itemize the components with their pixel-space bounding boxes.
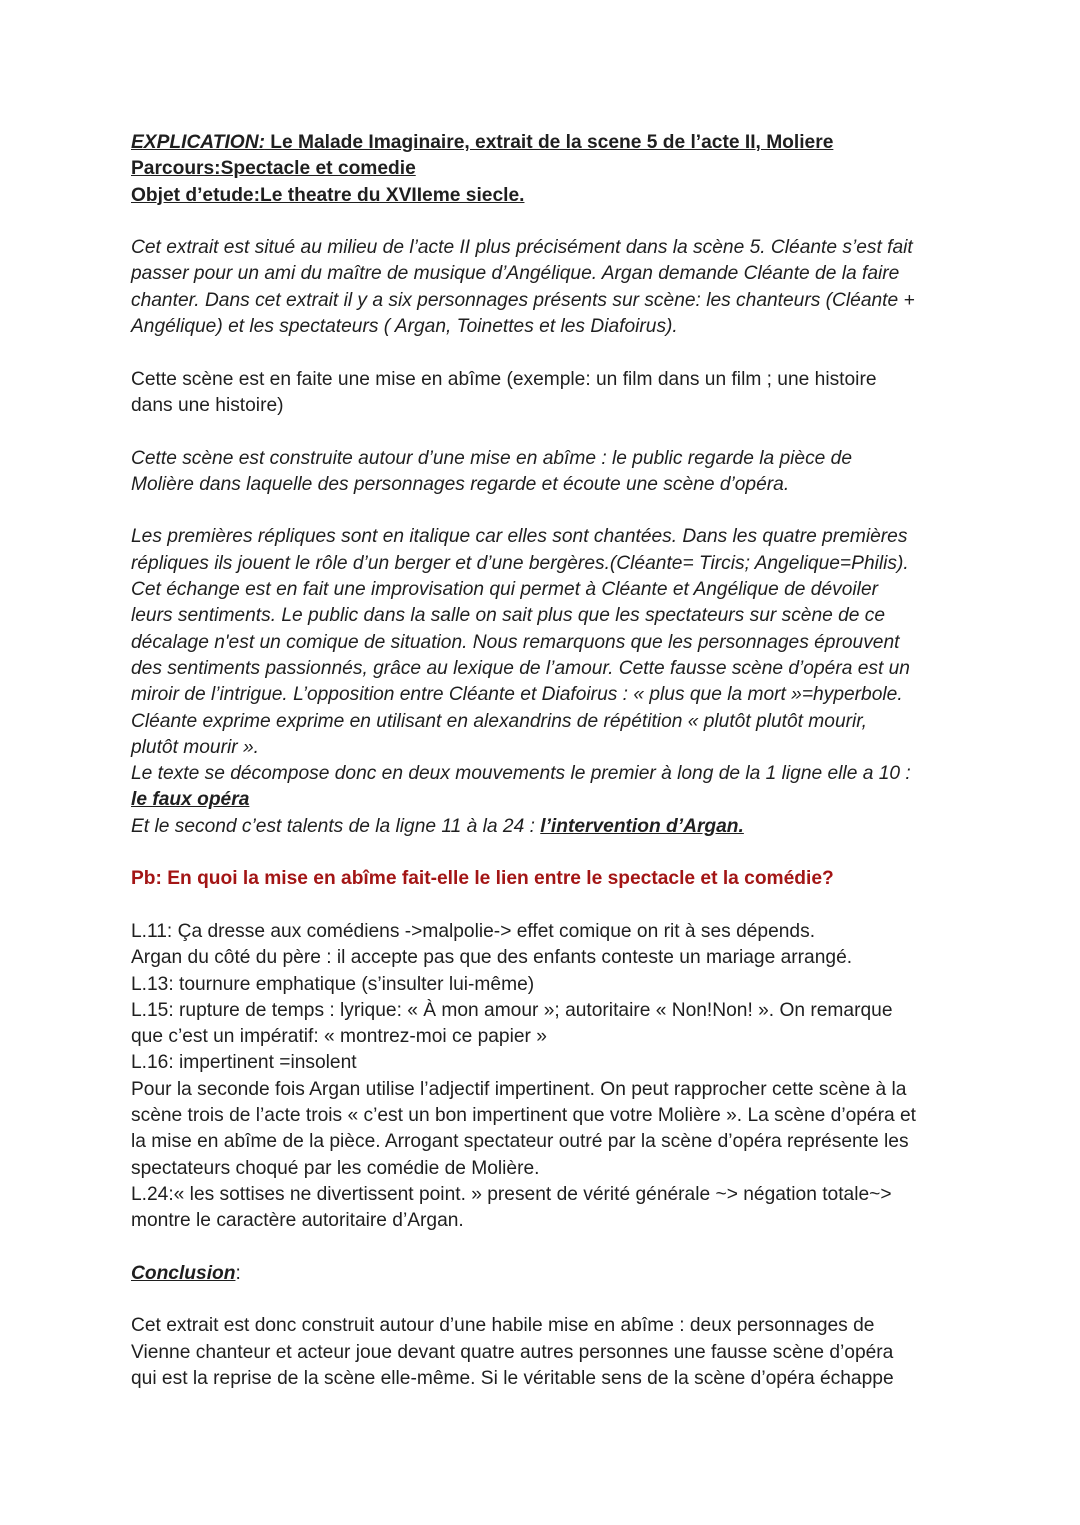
- text-line: Cet échange est en fait une improvisation qui permet à Cléante et Angélique de dévoiler: [131, 579, 879, 601]
- text-line: Le texte se décompose donc en deux mouvements le premier à long de la 1 ligne elle a 10 :: [131, 763, 911, 785]
- text-line: Molière dans laquelle des personnages regarde et écoute une scène d’opéra.: [131, 473, 790, 495]
- text-line: Cette scène est en faite une mise en abîme (exemple: un film dans un film ; une histoire: [131, 368, 877, 390]
- title-label: EXPLICATION:: [131, 132, 265, 153]
- document-header: [131, 130, 961, 209]
- text-line: Vienne chanteur et acteur joue devant quatre autres personnes une fausse scène d’opéra: [131, 1341, 894, 1363]
- text-line: Cet extrait est situé au milieu de l’acte II plus précisément dans la scène 5. Cléante s’est fait: [131, 237, 913, 259]
- notes-paragraph: [131, 919, 961, 1235]
- mouvement-two-prefix: Et le second c’est talents de la ligne 11 à la 24 :: [131, 815, 541, 837]
- text-line: plutôt mourir ».: [131, 736, 259, 758]
- text-line: Angélique) et les spectateurs ( Argan, Toinettes et les Diafoirus).: [131, 316, 678, 338]
- text-line: L.24:« les sottises ne divertissent point. » present de vérité générale ~> négation totale~>: [131, 1183, 892, 1205]
- construction-paragraph: [131, 446, 961, 499]
- text-line: Argan du côté du père : il accepte pas que des enfants conteste un mariage arrangé.: [131, 947, 853, 969]
- text-line: des sentiments passionnés, grâce au lexique de l’amour. Cette fausse scène d’opéra est un: [131, 657, 910, 679]
- objet-etude-line: Objet d’etude:Le theatre du XVIIeme siecle.: [131, 184, 525, 206]
- text-line: L.16: impertinent =insolent: [131, 1052, 357, 1074]
- text-line: Cet extrait est donc construit autour d’une habile mise en abîme : deux personnages de: [131, 1315, 875, 1337]
- text-line: leurs sentiments. Le public dans la salle on sait plus que les spectateurs sur scène de ce: [131, 605, 886, 627]
- text-line: chanter. Dans cet extrait il y a six personnages présents sur scène: les chanteurs (Cléante +: [131, 289, 915, 311]
- text-line: dans une histoire): [131, 394, 284, 416]
- document-title: [131, 130, 961, 156]
- intro-paragraph: [131, 235, 961, 340]
- text-line: passer pour un ami du maître de musique d’Angélique. Argan demande Cléante de la faire: [131, 263, 900, 285]
- mouvement-two-title: l’intervention d’Argan.: [540, 815, 744, 837]
- text-line: L.15: rupture de temps : lyrique: « À mon amour »; autoritaire « Non!Non! ». On remarque: [131, 999, 893, 1021]
- text-line: L.13: tournure emphatique (s’insulter lui-même): [131, 973, 535, 995]
- analyse-paragraph: [131, 524, 961, 840]
- conclusion-colon: :: [235, 1262, 241, 1284]
- text-line: scène trois de l’acte trois « c’est un bon impertinent que votre Molière ». La scène d’opéra et: [131, 1104, 916, 1126]
- text-line: miroir de l’intrigue. L’opposition entre Cléante et Diafoirus : « plus que la mort »=hyperbole.: [131, 684, 903, 706]
- parcours-line: Parcours:Spectacle et comedie: [131, 158, 416, 180]
- text-line: répliques ils jouent le rôle d’un berger et d’une bergères.(Cléante= Tircis; Angelique=Philis).: [131, 552, 909, 574]
- conclusion-paragraph: [131, 1313, 961, 1392]
- title-text: Le Malade Imaginaire, extrait de la scene 5 de l’acte II, Moliere: [264, 132, 834, 153]
- document-page: [131, 130, 961, 1392]
- text-line: que c’est un impératif: « montrez-moi ce papier »: [131, 1026, 547, 1048]
- text-line: la mise en abîme de la pièce. Arrogant spectateur outré par la scène d’opéra représente les: [131, 1131, 909, 1153]
- conclusion-heading: [131, 1261, 961, 1287]
- text-line: décalage n'est un comique de situation. Nous remarquons que les personnages éprouvent: [131, 631, 900, 653]
- text-line: spectateurs choqué par les comédie de Molière.: [131, 1157, 540, 1179]
- conclusion-heading-text: Conclusion: [131, 1262, 236, 1284]
- problematique: Pb: En quoi la mise en abîme fait-elle le lien entre le spectacle et la comédie?: [131, 868, 834, 890]
- text-line: Les premières répliques sont en italique car elles sont chantées. Dans les quatre premières: [131, 526, 908, 548]
- text-line: Cléante exprime exprime en utilisant en alexandrins de répétition « plutôt plutôt mourir,: [131, 710, 867, 732]
- mouvement-two-line: [131, 814, 961, 840]
- mouvement-one-title: le faux opéra: [131, 789, 250, 811]
- text-line: montre le caractère autoritaire d’Argan.: [131, 1210, 464, 1232]
- mise-en-abime-paragraph: [131, 367, 961, 420]
- text-line: Pour la seconde fois Argan utilise l’adjectif impertinent. On peut rapprocher cette scène à la: [131, 1078, 907, 1100]
- text-line: L.11: Ça dresse aux comédiens ->malpolie-> effet comique on rit à ses dépends.: [131, 920, 816, 942]
- text-line: qui est la reprise de la scène elle-même. Si le véritable sens de la scène d’opéra échappe: [131, 1367, 894, 1389]
- text-line: Cette scène est construite autour d’une mise en abîme : le public regarde la pièce de: [131, 447, 853, 469]
